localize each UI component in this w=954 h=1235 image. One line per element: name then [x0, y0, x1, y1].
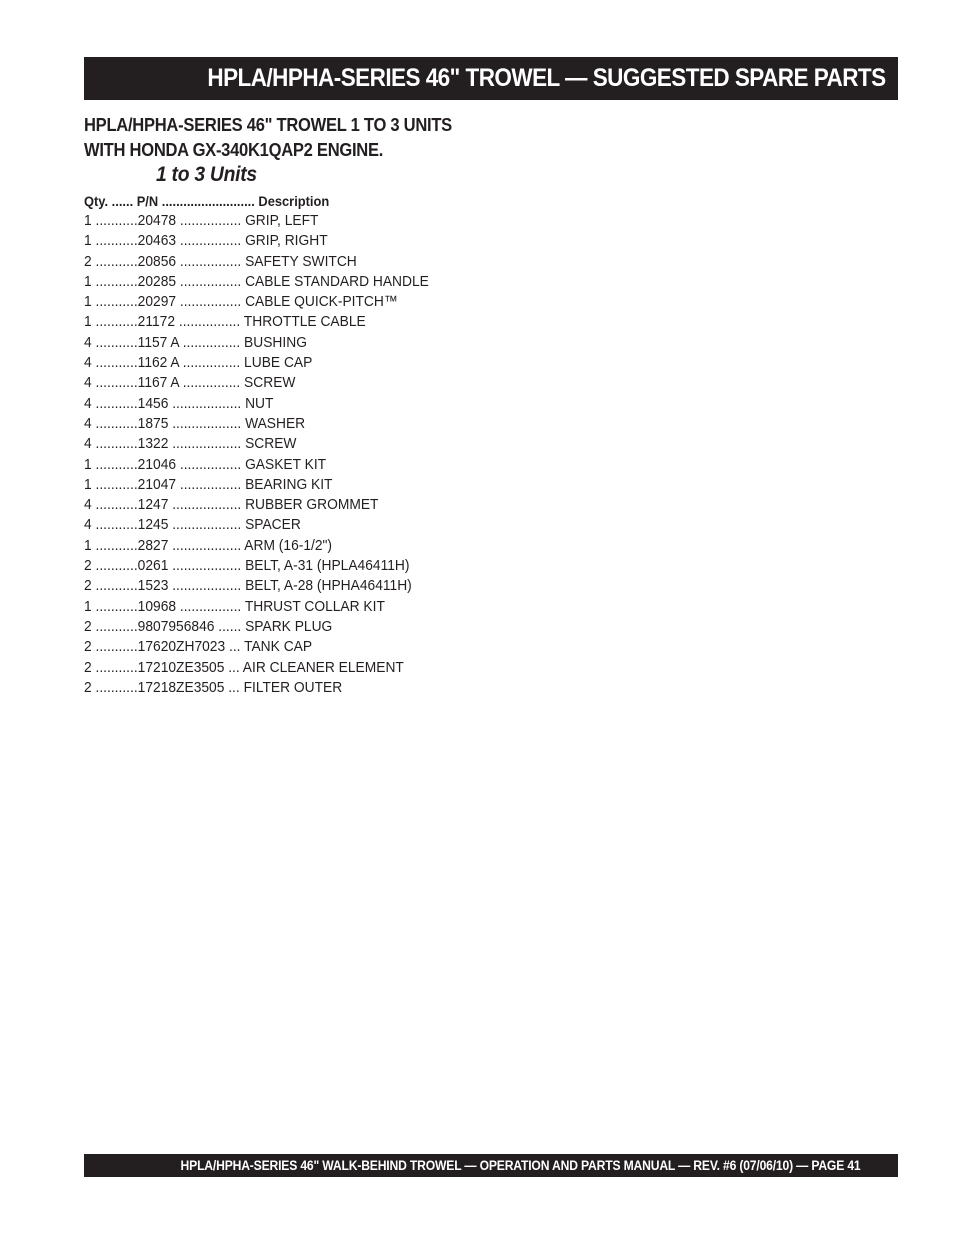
table-row: 2 ...........17218ZE3505 ... FILTER OUTER [84, 678, 343, 696]
section-heading-line1: HPLA/HPHA-SERIES 46" TROWEL 1 TO 3 UNITS [84, 115, 452, 135]
table-row: 1 ...........10968 ................ THRUST COLLAR KIT [84, 597, 385, 615]
table-row: 1 ...........20297 ................ CABLE QUICK-PITCH™ [84, 293, 398, 311]
table-row: 2 ...........1523 .................. BELT, A-28 (HPHA46411H) [84, 577, 412, 595]
section-subheading: 1 to 3 Units [156, 163, 257, 186]
table-row: 2 ...........20856 ................ SAFETY SWITCH [84, 252, 357, 270]
table-row: 4 ...........1456 .................. NUT [84, 394, 274, 412]
page-title-bar [84, 57, 898, 100]
table-row: 4 ...........1162 A ............... LUBE CAP [84, 354, 313, 372]
table-row: 1 ...........2827 .................. ARM (16-1/2") [84, 536, 333, 554]
table-header: Qty. ...... P/N .......................... Description [84, 193, 330, 209]
table-row: 2 ...........0261 .................. BELT, A-31 (HPLA46411H) [84, 557, 410, 575]
page-footer-bar [84, 1154, 898, 1177]
table-row: 2 ...........17620ZH7023 ... TANK CAP [84, 638, 313, 656]
table-row: 2 ...........9807956846 ...... SPARK PLUG [84, 617, 333, 635]
table-row: 1 ...........21172 ................ THROTTLE CABLE [84, 313, 366, 331]
table-row: 4 ...........1167 A ............... SCREW [84, 374, 296, 392]
table-row: 4 ...........1245 .................. SPACER [84, 516, 301, 534]
table-row: 1 ...........20463 ................ GRIP, RIGHT [84, 232, 328, 250]
table-row: 4 ...........1875 .................. WASHER [84, 414, 306, 432]
table-row: 4 ...........1322 .................. SCREW [84, 435, 297, 453]
table-row: 4 ...........1157 A ............... BUSHING [84, 333, 307, 351]
table-row: 1 ...........20478 ................ GRIP, LEFT [84, 212, 319, 229]
page-title: HPLA/HPHA-SERIES 46" TROWEL — SUGGESTED SPARE PARTS [207, 64, 886, 92]
table-row: 1 ...........20285 ................ CABLE STANDARD HANDLE [84, 272, 429, 290]
page-footer: HPLA/HPHA-SERIES 46" WALK-BEHIND TROWEL — OPERATION AND PARTS MANUAL — REV. #6 (07/06/10) — PAGE 41 [180, 1158, 860, 1173]
parts-table [84, 191, 504, 698]
table-row: 1 ...........21046 ................ GASKET KIT [84, 455, 327, 473]
table-row: 4 ...........1247 .................. RUBBER GROMMET [84, 496, 379, 514]
table-row: 1 ...........21047 ................ BEARING KIT [84, 475, 333, 493]
section-heading-line2: WITH HONDA GX-340K1QAP2 ENGINE. [84, 140, 384, 160]
table-row: 2 ...........17210ZE3505 ... AIR CLEANER ELEMENT [84, 658, 404, 676]
